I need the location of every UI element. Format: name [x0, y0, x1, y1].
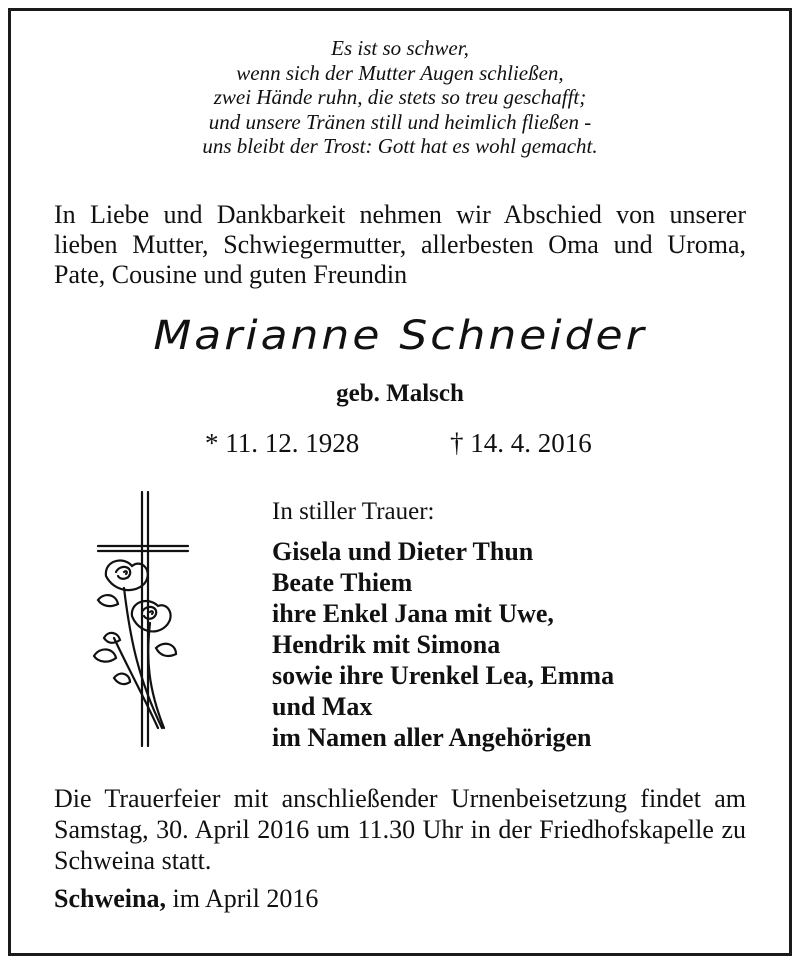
service-info: Die Trauerfeier mit anschließender Urnenbeisetzung findet am Samstag, 30. April 2016 um 11.30 Uhr in der Friedhofskapelle zu Schweina statt. — [54, 784, 746, 875]
death-date: † 14. 4. 2016 — [450, 428, 592, 458]
deceased-name: Marianne Schneider — [153, 312, 647, 359]
mourner-line: Gisela und Dieter Thun — [272, 537, 534, 566]
poem-line: zwei Hände ruhn, die stets so treu geschafft; — [213, 85, 587, 109]
maiden-name: geb. Malsch — [336, 380, 464, 407]
mourner-line: ihre Enkel Jana mit Uwe, — [272, 599, 554, 628]
closing-line — [54, 884, 318, 914]
intro-text: In Liebe und Dankbarkeit nehmen wir Abschied von unserer lieben Mutter, Schwiegermutter, allerbesten Oma und Uroma, Pate, Cousine und guten Freundin — [54, 200, 746, 289]
mourners-list — [272, 536, 614, 753]
mourner-line: sowie ihre Urenkel Lea, Emma — [272, 661, 615, 690]
cross-with-roses-icon — [84, 488, 204, 750]
poem-line: und unsere Tränen still und heimlich fließen - — [208, 109, 592, 134]
mourner-line: Hendrik mit Simona — [272, 630, 501, 659]
mourner-line: und Max — [272, 692, 373, 721]
poem-line: Es ist so schwer, — [331, 36, 469, 60]
mourner-line: im Namen aller Angehörigen — [272, 723, 592, 752]
mourner-line: Beate Thiem — [272, 568, 413, 597]
poem-line: uns bleibt der Trost: Gott hat es wohl gemacht. — [202, 134, 598, 158]
poem — [0, 36, 800, 159]
mourning-label: In stiller Trauer: — [272, 498, 435, 525]
closing-place: Schweina, — [54, 884, 166, 913]
birth-date: * 11. 12. 1928 — [205, 428, 360, 458]
closing-date: im April 2016 — [172, 884, 319, 913]
poem-line: wenn sich der Mutter Augen schließen, — [236, 60, 564, 85]
